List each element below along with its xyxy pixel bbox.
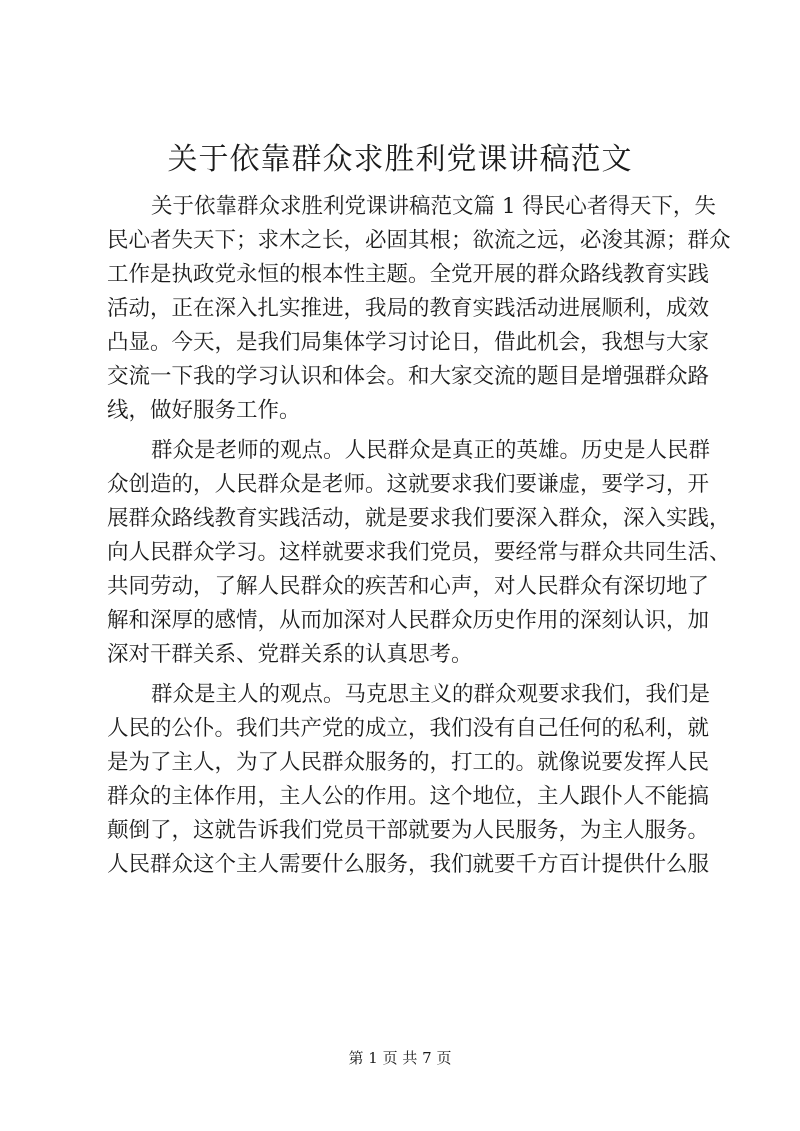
- text-line: 展群众路线教育实践活动，就是要求我们要深入群众，深入实践，: [107, 506, 731, 531]
- text-line: 向人民群众学习。这样就要求我们党员，要经常与群众共同生活、: [107, 540, 731, 565]
- text-line: 解和深厚的感情，从而加深对人民群众历史作用的深刻认识，加: [107, 608, 710, 633]
- text-line: 交流一下我的学习认识和体会。和大家交流的题目是增强群众路: [107, 364, 710, 389]
- text-line: 众创造的，人民群众是老师。这就要求我们要谦虚，要学习，开: [107, 472, 710, 497]
- text-line: 民心者失天下；求木之长，必固其根；欲流之远，必浚其源；群众: [107, 228, 731, 253]
- paragraph: [107, 190, 731, 428]
- text-line: 群众是老师的观点。人民群众是真正的英雄。历史是人民群: [151, 438, 711, 463]
- text-line: 工作是执政党永恒的根本性主题。全党开展的群众路线教育实践: [107, 262, 710, 287]
- text-line: 凸显。今天，是我们局集体学习讨论日，借此机会，我想与大家: [107, 330, 710, 355]
- page-number-footer: 第 1 页 共 7 页: [348, 1049, 452, 1067]
- text-line: 群众是主人的观点。马克思主义的群众观要求我们，我们是: [151, 682, 711, 707]
- text-line: 线，做好服务工作。: [107, 398, 301, 423]
- text-line: 人民群众这个主人需要什么服务，我们就要千方百计提供什么服: [107, 852, 710, 877]
- text-line: 人民的公仆。我们共产党的成立，我们没有自己任何的私利，就: [107, 716, 710, 741]
- text-line: 是为了主人，为了人民群众服务的，打工的。就像说要发挥人民: [107, 750, 710, 775]
- document-title: 关于依靠群众求胜利党课讲稿范文: [167, 142, 633, 177]
- text-line: 群众的主体作用，主人公的作用。这个地位，主人跟仆人不能搞: [107, 784, 710, 809]
- document-body: [107, 190, 731, 882]
- text-line: 深对干群关系、党群关系的认真思考。: [107, 642, 473, 667]
- text-line: 关于依靠群众求胜利党课讲稿范文篇 1 得民心者得天下，失: [151, 194, 716, 219]
- paragraph: [107, 434, 731, 672]
- text-line: 活动，正在深入扎实推进，我局的教育实践活动进展顺利，成效: [107, 296, 710, 321]
- text-line: 颠倒了，这就告诉我们党员干部就要为人民服务，为主人服务。: [107, 818, 710, 843]
- paragraph: [107, 678, 711, 882]
- text-line: 共同劳动，了解人民群众的疾苦和心声，对人民群众有深切地了: [107, 574, 710, 599]
